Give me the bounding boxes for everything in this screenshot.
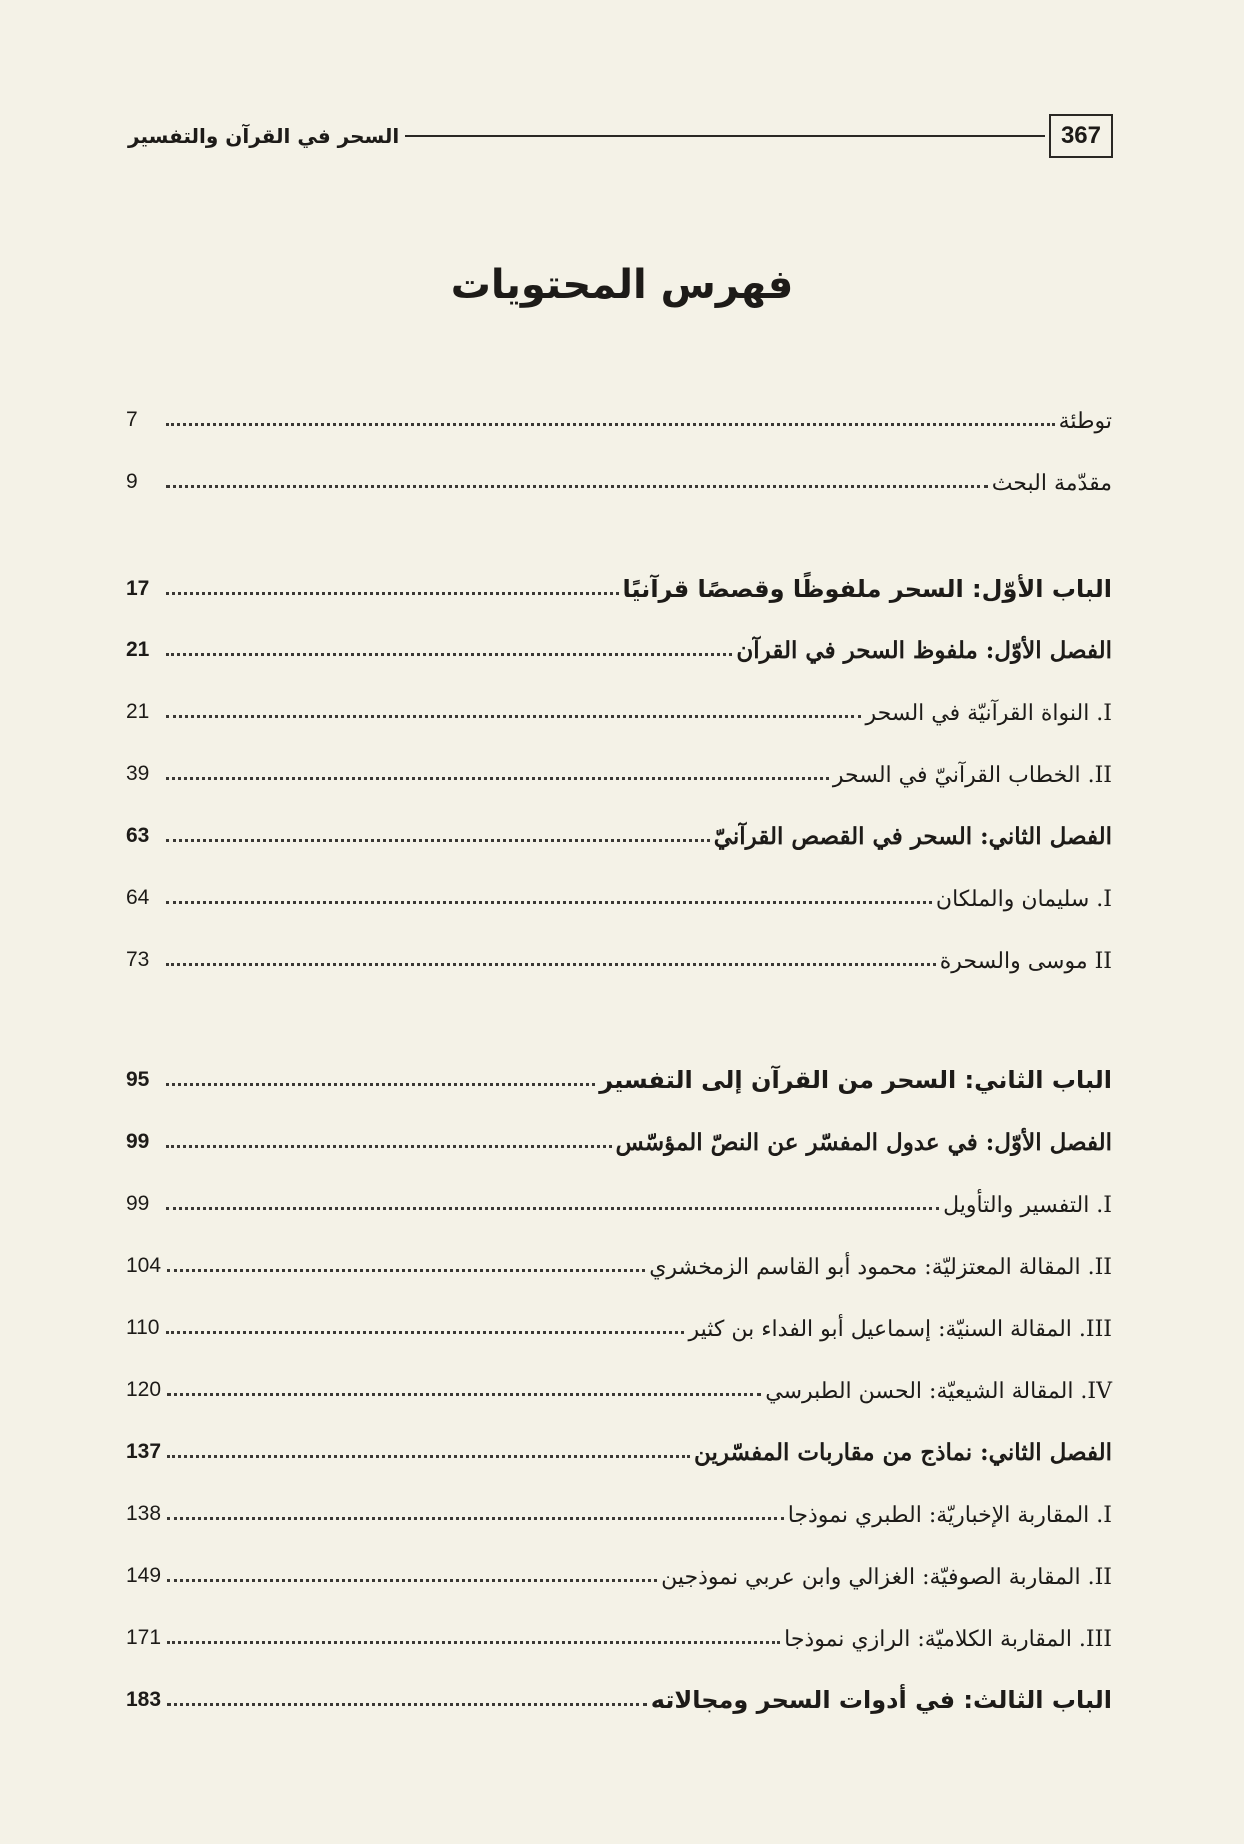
toc-entry-label: III. المقالة السنيّة: إسماعيل أبو الفداء بن كثير <box>688 1317 1112 1342</box>
dot-leader <box>167 1703 647 1706</box>
dot-leader <box>166 715 861 718</box>
dot-leader <box>166 423 1055 426</box>
toc-entry <box>126 874 1112 914</box>
toc-entry <box>126 1180 1112 1220</box>
page-number: 367 <box>1049 114 1113 158</box>
dot-leader <box>167 1393 761 1396</box>
toc-entry-page: 21 <box>126 700 150 723</box>
page-title: فهرس المحتويات <box>450 262 794 308</box>
toc-entry <box>126 1552 1112 1592</box>
running-header <box>128 112 1113 160</box>
toc-entry <box>126 1366 1112 1406</box>
header-rule <box>405 135 1045 137</box>
toc-entry <box>126 396 1112 436</box>
dot-leader <box>166 901 932 904</box>
toc-entry <box>126 936 1112 976</box>
dot-leader <box>167 1517 784 1520</box>
toc-entry-page: 120 <box>126 1378 162 1401</box>
toc-entry-label: IV. المقالة الشيعيّة: الحسن الطبرسي <box>765 1379 1112 1404</box>
toc-entry-label: الباب الثاني: السحر من القرآن إلى التفسير <box>599 1066 1112 1094</box>
toc-chapter-entry <box>126 1118 1112 1158</box>
toc-entry-label: II. المقاربة الصوفيّة: الغزالي وابن عربي نموذجين <box>661 1565 1112 1590</box>
toc-entry-page: 17 <box>126 577 150 600</box>
toc-entry-label: الفصل الأوّل: في عدول المفسّر عن النصّ المؤسّس <box>615 1129 1112 1156</box>
toc-entry-label: II. الخطاب القرآنيّ في السحر <box>832 763 1112 788</box>
toc-entry-label: I. النواة القرآنيّة في السحر <box>865 701 1112 726</box>
toc-chapter-entry <box>126 1428 1112 1468</box>
toc-entry <box>126 1490 1112 1530</box>
dot-leader <box>167 1641 780 1644</box>
dot-leader <box>167 1579 657 1582</box>
dot-leader <box>166 1083 595 1086</box>
dot-leader <box>167 1269 645 1272</box>
toc-chapter-entry <box>126 812 1112 852</box>
toc-entry-label: الفصل الثاني: نماذج من مقاربات المفسّرين <box>693 1439 1112 1466</box>
toc-entry <box>126 1614 1112 1654</box>
toc-entry-page: 171 <box>126 1626 162 1649</box>
toc-entry-page: 95 <box>126 1068 150 1091</box>
book-title: السحر في القرآن والتفسير <box>128 124 400 148</box>
toc-entry-label: II موسى والسحرة <box>939 949 1112 974</box>
toc-entry-label: الفصل الثاني: السحر في القصص القرآنيّ <box>713 823 1112 850</box>
toc-entry <box>126 1242 1112 1282</box>
dot-leader <box>166 1145 612 1148</box>
toc-part-entry <box>126 1676 1112 1716</box>
toc-entry-page: 149 <box>126 1564 162 1587</box>
toc-entry-page: 137 <box>126 1440 162 1463</box>
toc-entry-label: II. المقالة المعتزليّة: محمود أبو القاسم الزمخشري <box>649 1255 1112 1280</box>
dot-leader <box>166 963 936 966</box>
toc-entry-label: I. سليمان والملكان <box>935 887 1112 912</box>
toc-entry-page: 183 <box>126 1688 162 1711</box>
toc-entry-page: 21 <box>126 638 150 661</box>
toc-entry-label: I. المقاربة الإخباريّة: الطبري نموذجا <box>787 1503 1112 1528</box>
toc-entry-page: 104 <box>126 1254 162 1277</box>
toc-entry-page: 138 <box>126 1502 162 1525</box>
dot-leader <box>166 777 829 780</box>
toc-entry <box>126 750 1112 790</box>
toc-entry-page: 73 <box>126 948 150 971</box>
toc-chapter-entry <box>126 626 1112 666</box>
toc-part-entry <box>126 565 1112 605</box>
toc-entry-page: 63 <box>126 824 150 847</box>
dot-leader <box>166 1207 939 1210</box>
toc-entry-page: 9 <box>126 470 138 493</box>
toc-entry-page: 39 <box>126 762 150 785</box>
toc-entry-label: الباب الأوّل: السحر ملفوظًا وقصصًا قرآنيًا <box>622 575 1112 603</box>
toc-entry-page: 110 <box>126 1316 160 1339</box>
dot-leader <box>166 592 619 595</box>
dot-leader <box>166 485 988 488</box>
dot-leader <box>166 1331 684 1334</box>
dot-leader <box>166 653 732 656</box>
toc-entry-page: 99 <box>126 1192 150 1215</box>
toc-entry <box>126 688 1112 728</box>
toc-entry <box>126 458 1112 498</box>
toc-entry-page: 64 <box>126 886 150 909</box>
toc-entry-label: I. التفسير والتأويل <box>943 1193 1112 1218</box>
toc-entry-label: الفصل الأوّل: ملفوظ السحر في القرآن <box>736 637 1112 664</box>
toc-part-entry <box>126 1056 1112 1096</box>
toc-entry-page: 99 <box>126 1130 150 1153</box>
toc-entry-label: توطئة <box>1058 409 1112 434</box>
toc-entry-label: مقدّمة البحث <box>991 471 1112 496</box>
toc-entry-label: III. المقاربة الكلاميّة: الرازي نموذجا <box>784 1627 1112 1652</box>
toc-entry <box>126 1304 1112 1344</box>
dot-leader <box>166 839 710 842</box>
dot-leader <box>167 1455 690 1458</box>
toc-entry-page: 7 <box>126 408 138 431</box>
toc-entry-label: الباب الثالث: في أدوات السحر ومجالاته <box>650 1686 1112 1714</box>
